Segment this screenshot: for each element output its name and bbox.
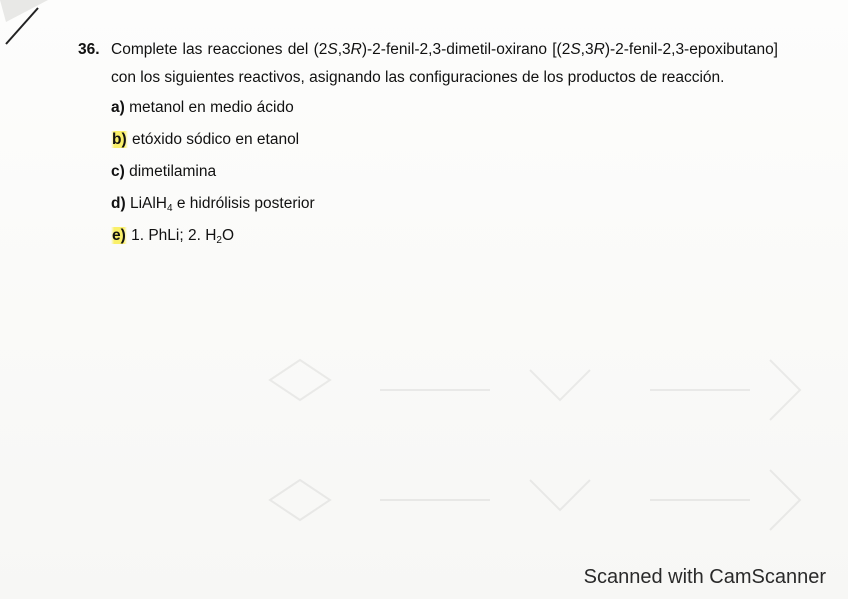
option-text: metanol en medio ácido — [129, 99, 294, 116]
option-text: etóxido sódico en etanol — [131, 131, 300, 148]
pen-stroke-mark — [0, 0, 60, 60]
problem-number: 36. — [78, 41, 100, 58]
option-letter: d) — [111, 195, 126, 212]
option-text — [130, 195, 315, 212]
option-text: dimetilamina — [129, 163, 217, 180]
option-letter: c) — [111, 163, 125, 180]
formula-text: e hidrólisis posterior — [172, 195, 315, 212]
formula-subscript: 4 — [167, 203, 173, 214]
problem-statement — [111, 36, 778, 92]
statement-text: )-2-fenil-2,3-dimetil-oxirano [(2 — [361, 41, 571, 58]
option-c — [111, 156, 778, 188]
option-a — [111, 92, 778, 124]
problem-36 — [78, 36, 778, 252]
formula-text: O — [221, 227, 235, 244]
statement-text: ,3 — [580, 41, 594, 58]
option-letter: a) — [111, 99, 125, 116]
config-s: S — [570, 41, 581, 58]
config-r: R — [593, 41, 605, 58]
formula-text: 1. PhLi; 2. H — [131, 227, 217, 244]
option-letter-highlighted: e) — [112, 227, 126, 244]
camscanner-watermark: Scanned with CamScanner — [583, 566, 826, 588]
reagent-options — [111, 92, 778, 252]
option-text — [131, 227, 234, 244]
statement-text: Complete las reacciones del (2 — [111, 41, 328, 58]
statement-text: )-2-fenil-2,3-epoxibutano] con los siguientes reactivos, asignando las configuraciones de los productos de reacción. — [111, 41, 778, 86]
bleed-through-drawings — [230, 330, 830, 550]
statement-text: ,3 — [337, 41, 351, 58]
config-r: R — [350, 41, 362, 58]
option-e — [111, 220, 778, 252]
option-b — [111, 124, 778, 156]
option-d — [111, 188, 778, 220]
option-letter-highlighted: b) — [112, 131, 127, 148]
formula-subscript: 2 — [216, 235, 222, 246]
config-s: S — [327, 41, 338, 58]
formula-text: LiAlH — [129, 195, 167, 212]
